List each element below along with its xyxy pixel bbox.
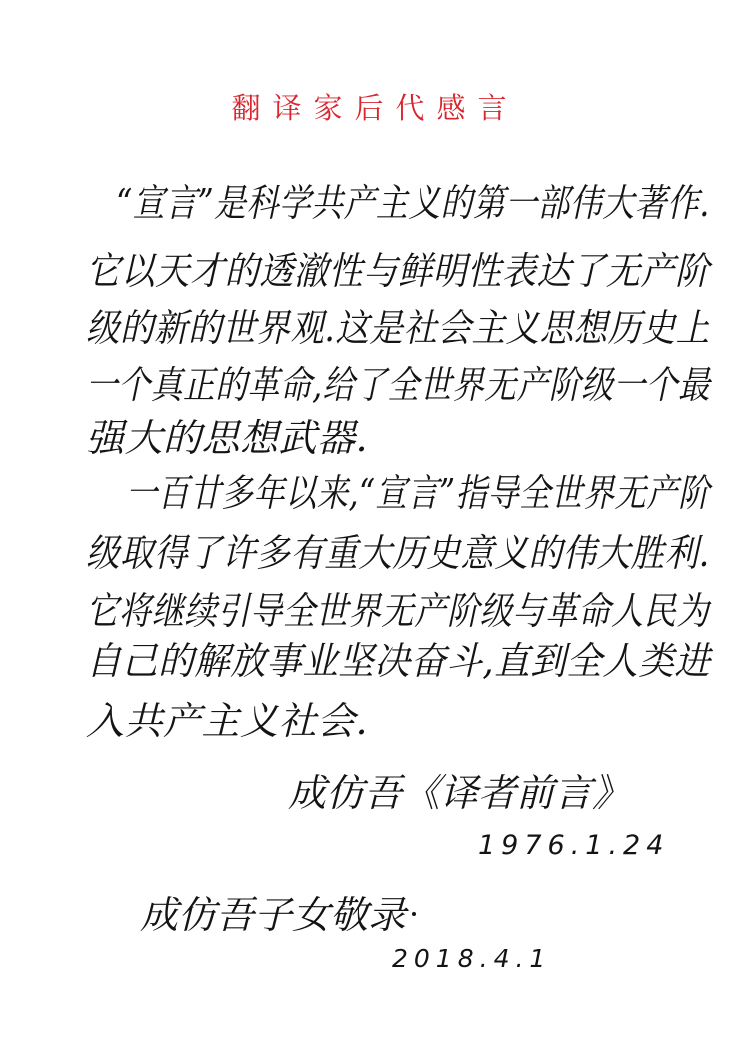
family-date: 2018.4.1 <box>392 944 552 973</box>
author-date: 1976.1.24 <box>478 830 670 861</box>
text-line-1: “宣言”是科学共产主义的第一部伟大著作. <box>116 181 710 225</box>
text-line-4: 一个真正的革命,给了全世界无产阶级一个最 <box>86 363 711 407</box>
text-line-7: 级取得了许多有重大历史意义的伟大胜利. <box>86 531 710 575</box>
text-line-6: 一百廿多年以来,“宣言”指导全世界无产阶 <box>126 471 710 515</box>
text-line-2: 它以天才的透澈性与鲜明性表达了无产阶 <box>86 249 710 293</box>
text-line-8: 它将继续引导全世界无产阶级与革命人民为 <box>86 589 710 633</box>
page-title: 翻译家后代感言 <box>231 91 519 125</box>
text-line-9: 自己的解放事业坚决奋斗,直到全人类进 <box>86 639 711 683</box>
ink-dot <box>412 912 416 916</box>
author-attribution: 成仿吾《译者前言》 <box>288 771 631 815</box>
family-signature: 成仿吾子女敬录 <box>140 893 407 937</box>
text-line-5: 强大的思想武器. <box>86 416 369 460</box>
text-line-10: 入共产主义社会. <box>86 699 369 743</box>
text-line-3: 级的新的世界观.这是社会主义思想历史上 <box>86 306 710 350</box>
